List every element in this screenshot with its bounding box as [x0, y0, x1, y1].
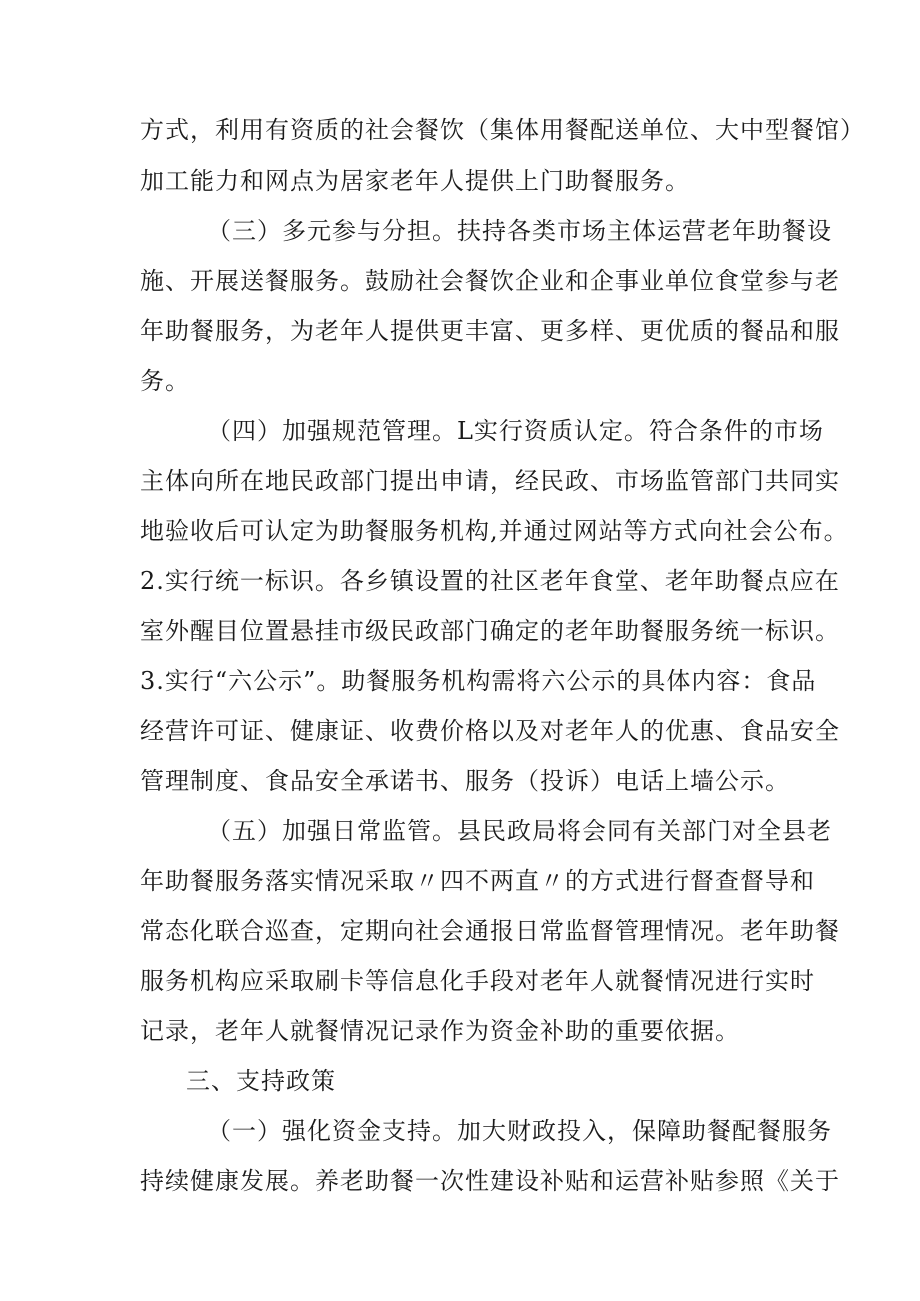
text-line: 3.实行“六公示”。助餐服务机构需将六公示的具体内容：食品: [140, 667, 817, 695]
text-line: 记录，老年人就餐情况记录作为资金补助的重要依据。: [140, 1017, 740, 1045]
text-line: 年助餐服务落实情况采取〃四不两直〃的方式进行督查督导和: [140, 867, 815, 895]
text-line: 常态化联合巡查，定期向社会通报日常监督管理情况。老年助餐: [140, 917, 840, 945]
paragraph-heading-line: （三）多元参与分担。扶持各类市场主体运营老年助餐设: [207, 217, 832, 245]
text-line: 服务机构应采取刷卡等信息化手段对老年人就餐情况进行实时: [140, 967, 815, 995]
text-line: 年助餐服务，为老年人提供更丰富、更多样、更优质的餐品和服: [140, 317, 840, 345]
text-line: 主体向所在地民政部门提出申请，经民政、市场监管部门共同实: [140, 467, 840, 495]
text-line: 2.实行统一标识。各乡镇设置的社区老年食堂、老年助餐点应在: [140, 567, 840, 595]
text-line: 务。: [140, 367, 190, 395]
paragraph-heading-line: （五）加强日常监管。县民政局将会同有关部门对全县老: [207, 817, 832, 845]
text-line: 加工能力和网点为居家老年人提供上门助餐服务。: [140, 167, 690, 195]
text-line: 地验收后可认定为助餐服务机构,并通过网站等方式向社会公布。: [140, 517, 849, 545]
text-line: 经营许可证、健康证、收费价格以及对老年人的优惠、食品安全: [140, 717, 840, 745]
paragraph-heading-line: （一）强化资金支持。加大财政投入，保障助餐配餐服务: [207, 1117, 832, 1145]
text-line: 方式，利用有资质的社会餐饮（集体用餐配送单位、大中型餐馆）: [140, 116, 865, 144]
text-line: 施、开展送餐服务。鼓励社会餐饮企业和企事业单位食堂参与老: [140, 267, 840, 295]
section-heading: 三、支持政策: [186, 1067, 336, 1095]
paragraph-heading-line: （四）加强规范管理。L实行资质认定。符合条件的市场: [207, 417, 824, 445]
text-line: 室外醒目位置悬挂市级民政部门确定的老年助餐服务统一标识。: [140, 617, 840, 645]
text-line: 持续健康发展。养老助餐一次性建设补贴和运营补贴参照《关于: [140, 1167, 840, 1195]
text-line: 管理制度、食品安全承诺书、服务（投诉）电话上墙公示。: [140, 767, 790, 795]
